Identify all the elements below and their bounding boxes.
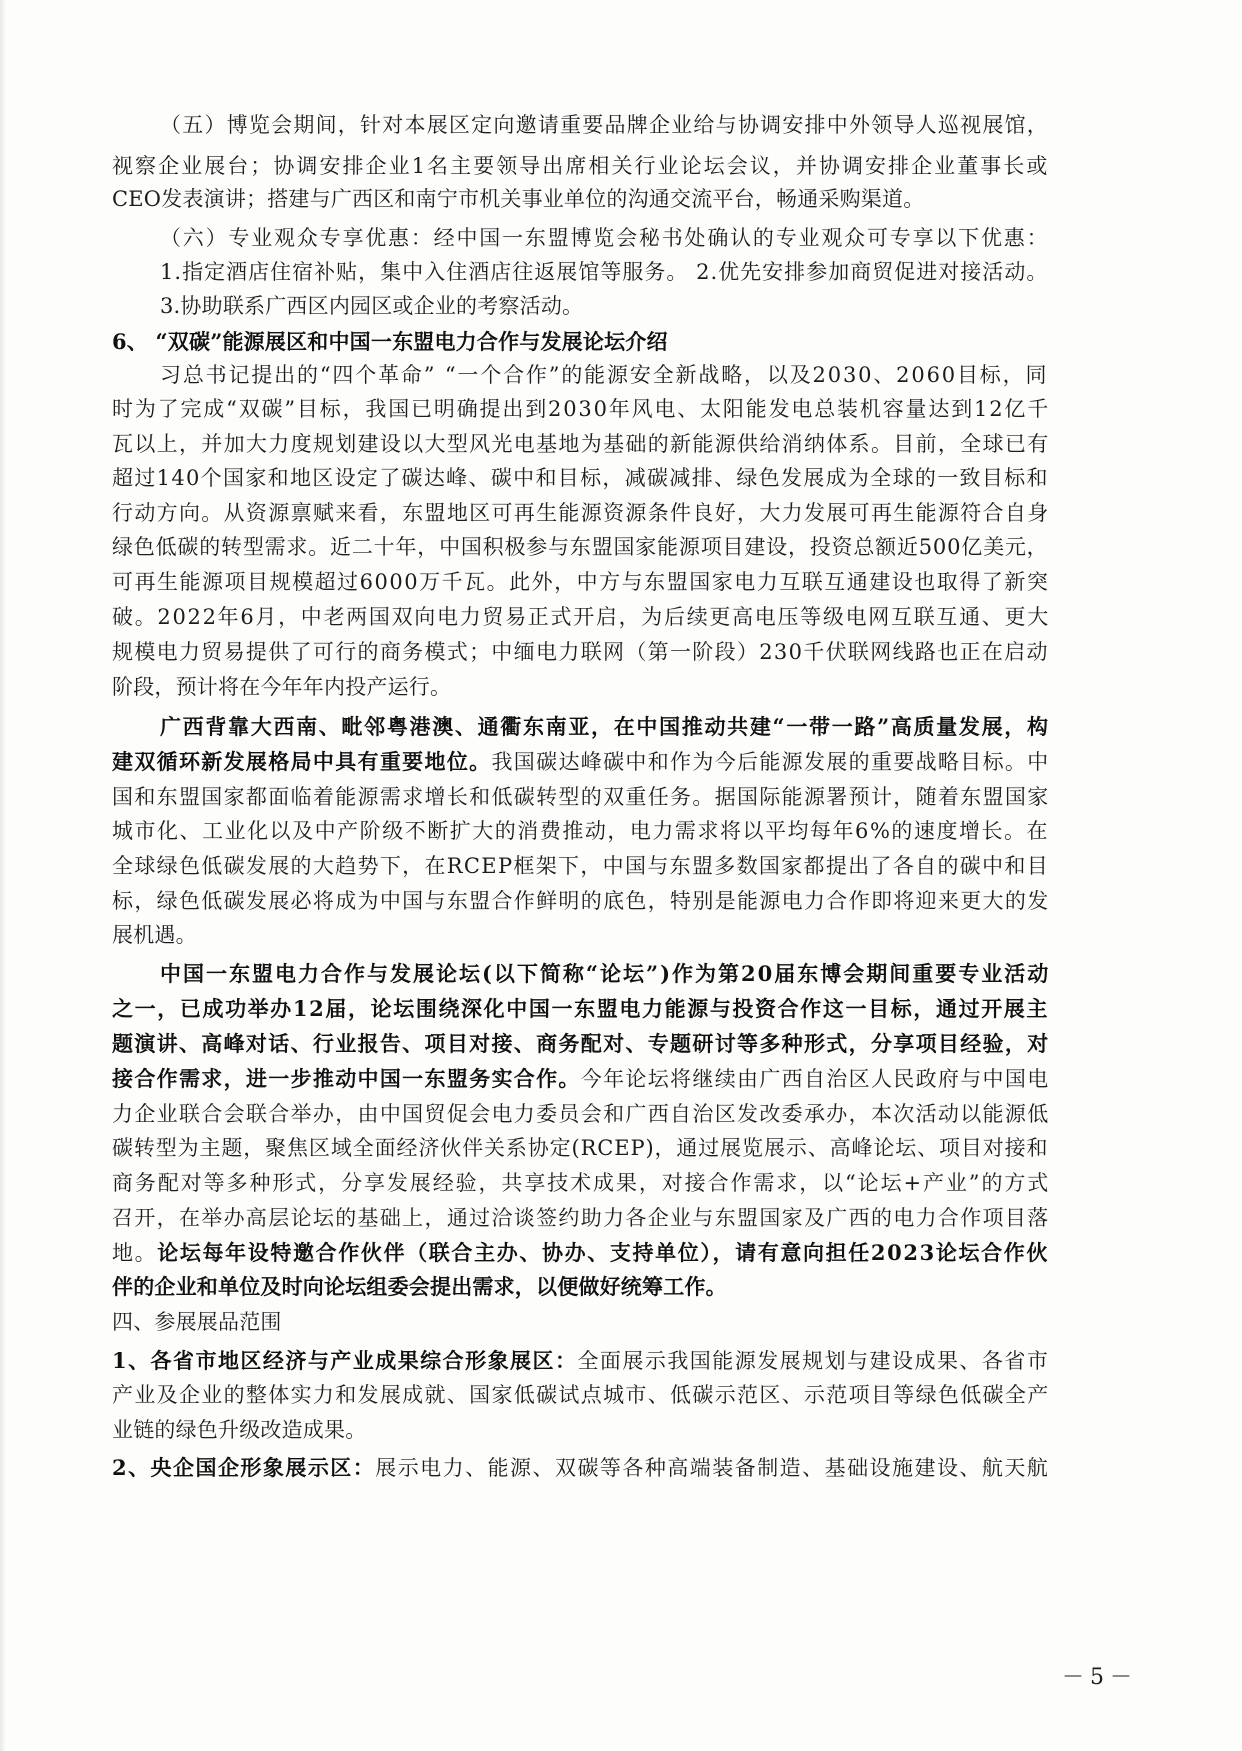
- text-line: [112, 1131, 1048, 1165]
- text-line: [112, 1166, 1050, 1200]
- text-segment: 城市化、工业化以及中产阶级不断扩大的消费推动，电力需求将以平均每年6%的速度增长。在: [112, 819, 1050, 843]
- text-segment: 规模电力贸易提供了可行的商务模式；中缅电力联网（第一阶段）230千伏联网线路也正在启动: [112, 640, 1049, 664]
- text-line: [112, 814, 1049, 848]
- text-line: [112, 325, 668, 359]
- text-line: [112, 392, 1050, 426]
- text-line: [160, 289, 583, 323]
- text-segment: 视察企业展台；协调安排企业1名主要领导出席相关行业论坛会议，并协调安排企业董事长或: [112, 154, 1050, 178]
- text-segment: 国和东盟国家都面临着能源需求增长和低碳转型的双重任务。据国际能源署预计，随着东盟国家: [112, 785, 1050, 809]
- text-line: [112, 1378, 1050, 1412]
- text-segment: 地。: [112, 1241, 158, 1265]
- text-line: [112, 1413, 366, 1447]
- text-line: [112, 461, 1049, 495]
- text-line: [112, 600, 1050, 634]
- text-line: [112, 884, 1050, 918]
- bold-text-segment: 之一，已成功举办12届，论坛围绕深化中国一东盟电力能源与投资合作这一目标，通过开展主: [112, 996, 1050, 1021]
- scan-edge-shadow: [0, 0, 6, 1751]
- bold-text-segment: 中国一东盟电力合作与发展论坛(以下简称“论坛”)作为第20届东博会期间重要专业活动: [160, 961, 1051, 986]
- text-line: [112, 496, 1050, 530]
- text-segment: 召开，在举办高层论坛的基础上，通过洽谈签约助力各企业与东盟国家及广西的电力合作项目落: [112, 1206, 1050, 1230]
- text-line: [112, 530, 1048, 564]
- bold-text-segment: 2、央企国企形象展示区：: [112, 1455, 376, 1480]
- text-segment: 1.指定酒店住宿补贴，集中入住酒店往返展馆等服务。 2.优先安排参加商贸促进对接活动。: [160, 260, 1049, 284]
- text-segment: 破。2022年6月，中老两国双向电力贸易正式开启，为后续更高电压等级电网互联互通、更大: [112, 605, 1050, 629]
- text-line: [112, 565, 1049, 599]
- text-segment: 标，绿色低碳发展必将成为中国与东盟合作鲜明的底色，特别是能源电力合作即将迎来更大的发: [112, 889, 1050, 913]
- text-segment: （五）博览会期间，针对本展区定向邀请重要品牌企业给与协调安排中外领导人巡视展馆，: [160, 113, 1050, 137]
- page-number: －5－: [1062, 1665, 1138, 1690]
- text-line: [160, 108, 1049, 142]
- text-line: [112, 1451, 1049, 1485]
- bold-text-segment: 6、 “双碳”能源展区和中国一东盟电力合作与发展论坛介绍: [112, 329, 668, 354]
- text-segment: 今年论坛将继续由广西自治区人民政府与中国电: [580, 1067, 1050, 1091]
- text-segment: 全面展示我国能源发展规划与建设成果、各省市: [577, 1349, 1050, 1373]
- text-line: [112, 1062, 1050, 1096]
- text-segment: 展机遇。: [112, 923, 197, 947]
- text-line: [112, 1097, 1050, 1131]
- text-segment: CEO发表演讲；搭建与广西区和南宁市机关事业单位的沟通交流平台，畅通采购渠道。: [112, 187, 925, 211]
- text-line: [112, 182, 924, 216]
- text-line: [160, 221, 1049, 255]
- text-segment: 超过140个国家和地区设定了碳达峰、碳中和目标，减碳减排、绿色发展成为全球的一致目标和: [112, 466, 1049, 490]
- text-segment: 全球绿色低碳发展的大趋势下，在RCEP框架下，中国与东盟多数国家都提出了各自的碳中和目: [112, 854, 1050, 878]
- text-segment: 习总书记提出的“四个革命” “一个合作”的能源安全新战略，以及2030、2060目标，同: [160, 363, 1049, 387]
- bold-text-segment: 建双循环新发展格局中具有重要地位。: [112, 749, 492, 774]
- text-line: [112, 149, 1049, 183]
- text-segment: 碳转型为主题，聚焦区域全面经济伙伴关系协定(RCEP)，通过展览展示、高峰论坛、项目对接和: [112, 1136, 1049, 1160]
- bold-text-segment: 广西背靠大西南、毗邻粤港澳、通衢东南亚，在中国推动共建“一带一路”高质量发展，构: [160, 714, 1050, 739]
- text-segment: 瓦以上，并加大力度规划建设以大型风光电基地为基础的新能源供给消纳体系。目前，全球已有: [112, 432, 1050, 456]
- bold-text-segment: 1、各省市地区经济与产业成果综合形象展区：: [112, 1348, 578, 1373]
- text-segment: 产业及企业的整体实力和发展成就、国家低碳试点城市、低碳示范区、示范项目等绿色低碳全产: [112, 1383, 1050, 1407]
- bold-text-segment: 题演讲、高峰对话、行业报告、项目对接、商务配对、专题研讨等多种形式，分享项目经验，对: [112, 1031, 1050, 1056]
- text-segment: 我国碳达峰碳中和作为今后能源发展的重要战略目标。中: [491, 750, 1050, 774]
- text-line: [112, 918, 197, 952]
- text-segment: 商务配对等多种形式，分享发展经验，共享技术成果，对接合作需求，以“论坛+产业”的方式: [112, 1171, 1051, 1195]
- text-segment: 力企业联合会联合举办，由中国贸促会电力委员会和广西自治区发改委承办，本次活动以能源低: [112, 1102, 1050, 1126]
- text-line: [112, 1201, 1050, 1235]
- text-segment: 业链的绿色升级改造成果。: [112, 1418, 367, 1442]
- text-segment: 3.协助联系广西区内园区或企业的考察活动。: [160, 294, 584, 318]
- text-line: [112, 849, 1049, 883]
- text-segment: 绿色低碳的转型需求。近二十年，中国积极参与东盟国家能源项目建设，投资总额近500亿美元，: [112, 535, 1049, 559]
- text-line: [112, 1305, 282, 1339]
- text-line: [112, 1270, 727, 1304]
- text-line: [112, 635, 1049, 669]
- text-segment: 时为了完成“双碳”目标，我国已明确提出到2030年风电、太阳能发电总装机容量达到12亿千: [112, 397, 1051, 421]
- text-segment: （六）专业观众专享优惠：经中国一东盟博览会秘书处确认的专业观众可专享以下优惠：: [160, 226, 1050, 250]
- bold-text-segment: 伴的企业和单位及时向论坛组委会提出需求，以便做好统筹工作。: [112, 1274, 727, 1299]
- text-line: [112, 427, 1050, 461]
- text-line: [160, 957, 1050, 991]
- text-segment: 行动方向。从资源禀赋来看，东盟地区可再生能源资源条件良好，大力发展可再生能源符合自身: [112, 501, 1050, 525]
- text-line: [160, 710, 1050, 744]
- bold-text-segment: 论坛每年设特邀合作伙伴（联合主办、协办、支持单位），请有意向担任2023论坛合作伙: [157, 1240, 1049, 1265]
- text-line: [112, 1027, 1050, 1061]
- text-line: [112, 780, 1050, 814]
- text-segment: 四、参展展品范围: [112, 1310, 282, 1334]
- text-line: [112, 1344, 1049, 1378]
- bold-text-segment: 接合作需求，进一步推动中国一东盟务实合作。: [112, 1066, 581, 1091]
- text-segment: 可再生能源项目规模超过6000万千瓦。此外，中方与东盟国家电力互联互通建设也取得了新突: [112, 570, 1050, 594]
- text-line: [112, 1236, 1049, 1270]
- text-line: [112, 745, 1050, 779]
- text-line: [160, 255, 1048, 289]
- text-line: [112, 670, 451, 704]
- text-segment: 展示电力、能源、双碳等各种高端装备制造、基础设施建设、航天航: [375, 1456, 1050, 1480]
- text-segment: 阶段，预计将在今年年内投产运行。: [112, 675, 452, 699]
- text-line: [160, 358, 1048, 392]
- text-line: [112, 992, 1049, 1026]
